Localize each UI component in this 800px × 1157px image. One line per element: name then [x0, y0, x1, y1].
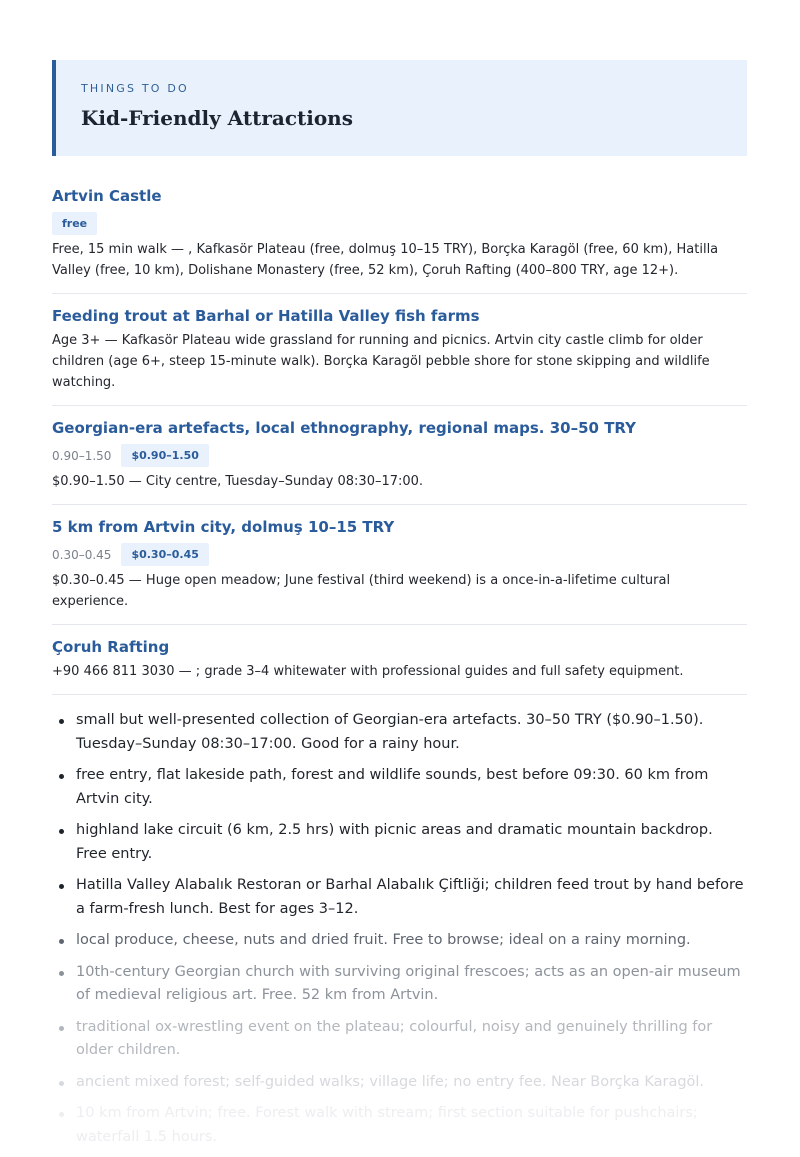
list-item: local produce, cheese, nuts and dried fruit. Free to browse; ideal on a rainy morning. — [52, 929, 747, 953]
attraction-description: $0.30–0.45 — Huge open meadow; June festival (third weekend) is a once-in-a-lifetime cultural experience. — [52, 573, 671, 609]
attraction-meta — [52, 543, 747, 566]
page-title: Kid-Friendly Attractions — [81, 106, 353, 130]
price-badge: free — [52, 212, 97, 235]
list-item: Hatilla Valley Alabalık Restoran or Barhal Alabalık Çiftliği; children feed trout by hand before a farm-fresh lunch. Best for ages 3–12. — [52, 874, 747, 921]
attraction-title: Çoruh Rafting — [52, 638, 170, 656]
attraction-title: Georgian-era artefacts, local ethnography, regional maps. 30–50 TRY — [52, 419, 637, 437]
price-badge: $0.30–0.45 — [121, 543, 208, 566]
section-header — [52, 60, 747, 156]
attraction-meta — [52, 212, 747, 235]
attraction-description: $0.90–1.50 — City centre, Tuesday–Sunday 08:30–17:00. — [52, 474, 424, 489]
list-item: 10th-century Georgian church with surviving original frescoes; acts as an open-air museum of medieval religious art. Free. 52 km from Artvin. — [52, 961, 747, 1008]
attraction-entry — [52, 306, 747, 406]
attraction-title: Feeding trout at Barhal or Hatilla Valley fish farms — [52, 307, 480, 325]
attraction-title: Artvin Castle — [52, 187, 162, 205]
list-item: highland lake circuit (6 km, 2.5 hrs) with picnic areas and dramatic mountain backdrop. Free entry. — [52, 819, 747, 866]
attraction-entry — [52, 418, 747, 505]
attraction-entry — [52, 186, 747, 294]
attraction-title: 5 km from Artvin city, dolmuş 10–15 TRY — [52, 518, 395, 536]
list-item: free entry, flat lakeside path, forest and wildlife sounds, best before 09:30. 60 km from Artvin city. — [52, 764, 747, 811]
list-item: traditional ox-wrestling event on the plateau; colourful, noisy and genuinely thrilling for older children. — [52, 1016, 747, 1063]
attraction-description: Free, 15 min walk — , Kafkasör Plateau (free, dolmuş 10–15 TRY), Borçka Karagöl (free, 60 km), Hatilla Valley (free, 10 km), Dolishane Monastery (free, 52 km), Çoruh Rafting (400–800 TRY, age 12+). — [52, 242, 719, 278]
list-item: ancient mixed forest; self-guided walks; village life; no entry fee. Near Borçka Karagöl. — [52, 1071, 747, 1095]
attraction-entry — [52, 637, 747, 695]
attraction-entry — [52, 517, 747, 625]
attraction-meta — [52, 444, 747, 467]
price-range: 0.90–1.50 — [52, 448, 112, 463]
attraction-description: +90 466 811 3030 — ; grade 3–4 whitewater with professional guides and full safety equipment. — [52, 664, 684, 679]
list-item: small but well-presented collection of Georgian-era artefacts. 30–50 TRY ($0.90–1.50). Tuesday–Sunday 08:30–17:00. Good for a rainy hour. — [52, 709, 747, 756]
list-item: 10 km from Artvin; free. Forest walk with stream; first section suitable for pushchairs; waterfall 1.5 hours. — [52, 1102, 747, 1149]
page — [52, 60, 747, 1157]
attraction-description: Age 3+ — Kafkasör Plateau wide grassland for running and picnics. Artvin city castle climb for older children (age 6+, steep 15-minute walk). Borçka Karagöl pebble shore for stone skipping and wildlife watching. — [52, 333, 710, 390]
price-range: 0.30–0.45 — [52, 547, 112, 562]
section-eyebrow: THINGS TO DO — [81, 82, 189, 95]
attraction-list — [52, 186, 747, 695]
price-badge: $0.90–1.50 — [121, 444, 208, 467]
highlights-list — [52, 709, 747, 1149]
